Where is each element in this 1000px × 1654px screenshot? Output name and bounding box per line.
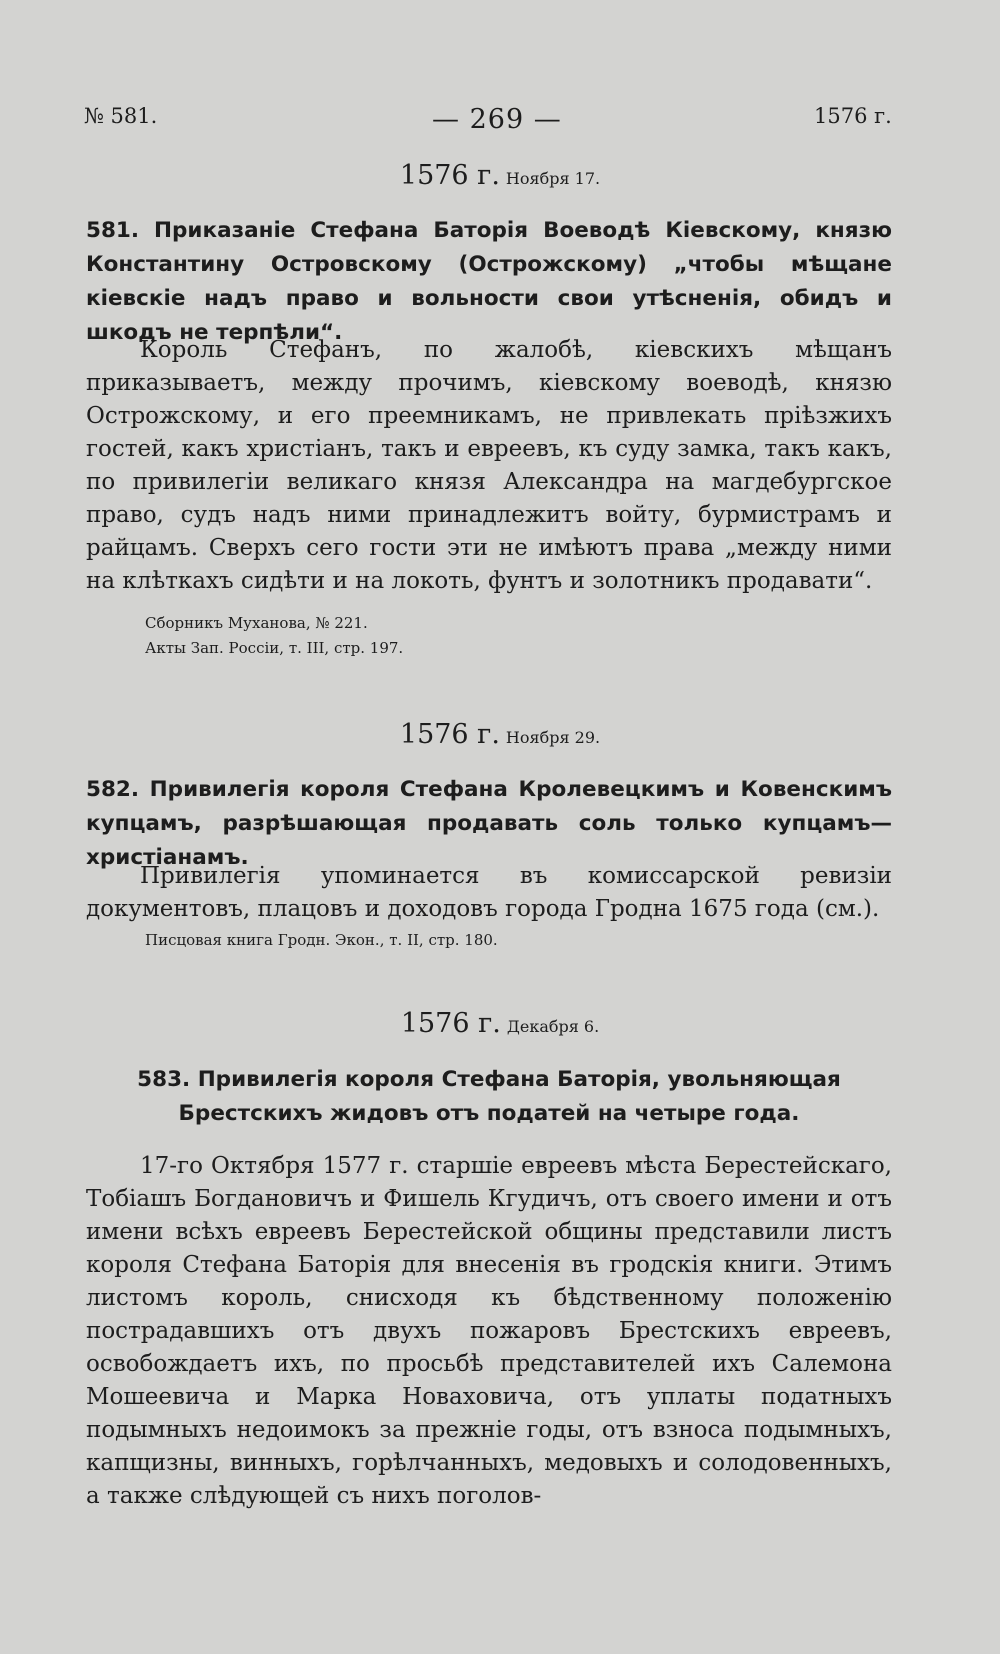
date-month: Ноября 17. [505, 169, 601, 188]
entry-582-source-1: Писцовая книга Гродн. Экон., т. II, стр. 180. [145, 931, 498, 949]
date-year: 1576 г. [400, 1008, 501, 1039]
entry-581-body [86, 334, 892, 598]
date-year: 1576 г. [399, 719, 500, 750]
entry-583-heading: 583. Привилегія короля Стефана Баторія, увольняющая Брестскихъ жидовъ отъ податей на четыре года. [137, 1067, 841, 1126]
header-year: 1576 г. [814, 104, 892, 128]
entry-582-body [86, 860, 892, 926]
entry-581-body-text: Король Стефанъ, по жалобѣ, кіевскихъ мѣщанъ приказываетъ, между прочимъ, кіевскому воеводѣ, князю Острожскому, и его преемникамъ, не привлекать пріѣзжихъ гостей, какъ христіанъ, такъ и евреевъ, къ суду замка, такъ какъ, по привилегіи великаго князя Александра на магдебургское право, судъ надъ ними принадлежитъ войту, бурмистрамъ и райцамъ. Сверхъ сего гости эти не имѣютъ права „между ними на клѣткахъ сидѣти и на локоть, фунтъ и золотникъ продавати“. [86, 337, 892, 594]
header-page-number: — 269 — [432, 104, 562, 135]
entry-583-date [0, 1008, 1000, 1039]
entry-582-body-text: Привилегія упоминается въ комиссарской ревизіи документовъ, плацовъ и доходовъ города Гродна 1675 года (см.). [86, 863, 892, 922]
date-month: Декабря 6. [506, 1017, 600, 1036]
header-document-number: № 581. [84, 104, 158, 128]
entry-581-source-2: Акты Зап. Россіи, т. III, стр. 197. [145, 639, 404, 657]
entry-581-source-1: Сборникъ Муханова, № 221. [145, 614, 368, 632]
entry-582-heading: 582. Привилегія короля Стефана Кролевецкимъ и Ковенскимъ купцамъ, разрѣшающая продавать соль только купцамъ—христіанамъ. [86, 777, 892, 870]
date-year: 1576 г. [399, 160, 500, 191]
entry-583-body [86, 1150, 892, 1513]
entry-581-heading: 581. Приказаніе Стефана Баторія Воеводѣ Кіевскому, князю Константину Островскому (Острожскому) „чтобы мѣщане кіевскіе надъ право и вольности свои утѣсненія, обидъ и шкодъ не терпѣли“. [86, 218, 892, 345]
entry-582-date [0, 719, 1000, 750]
entry-583-body-text: 17-го Октября 1577 г. старшіе евреевъ мѣста Берестейскаго, Тобіашъ Богдановичъ и Фишель Кгудичъ, отъ своего имени и отъ имени всѣхъ евреевъ Берестейской общины представили листъ короля Стефана Баторія для внесенія въ гродскія книги. Этимъ листомъ король, снисходя къ бѣдственному положенію пострадавшихъ отъ двухъ пожаровъ Брестскихъ евреевъ, освобождаетъ ихъ, по просьбѣ представителей ихъ Салемона Мошеевича и Марка Новаховича, отъ уплаты податныхъ подымныхъ недоимокъ за прежніе годы, отъ взноса подымныхъ, капщизны, винныхъ, горѣлчанныхъ, медовыхъ и солодовенныхъ, а также слѣдующей съ нихъ поголов- [86, 1153, 892, 1509]
date-month: Ноября 29. [505, 728, 601, 747]
entry-581-date [0, 160, 1000, 191]
